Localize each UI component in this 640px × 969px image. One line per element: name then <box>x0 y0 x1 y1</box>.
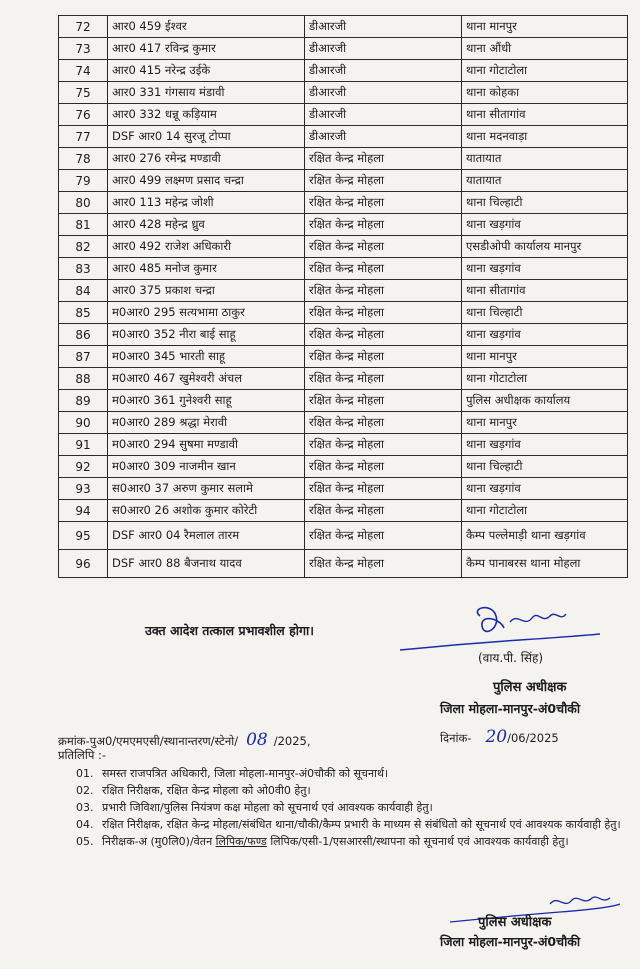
copy-item <box>76 816 636 833</box>
serial-number-cell: 93 <box>59 478 108 500</box>
serial-number-cell: 75 <box>59 82 108 104</box>
table-row <box>59 236 628 258</box>
copy-item-text: रक्षित निरीक्षक, रक्षित केन्द्र मोहला/संबंधित थाना/चौकी/कैम्प प्रभारी के माध्यम से संबंधितो को सूचनार्थ एवं आवश्यक कार्यवाही हेतु। <box>102 818 621 831</box>
table-row <box>59 258 628 280</box>
to-unit-cell: थाना मानपुर <box>462 346 628 368</box>
serial-number-cell: 79 <box>59 170 108 192</box>
name-cell: आर0 415 नरेन्द्र उईके <box>108 60 305 82</box>
signatory2-district: जिला मोहला-मानपुर-अं0चौकी <box>440 934 581 949</box>
copy-item-number: 01. <box>76 767 94 780</box>
transfer-table-container <box>58 15 628 578</box>
serial-number-cell: 95 <box>59 522 108 550</box>
serial-number-cell: 73 <box>59 38 108 60</box>
reference-prefix: क्रमांक-पुअ0/एमएमएसी/स्थानान्तरण/स्टेनो/ <box>58 734 239 748</box>
from-unit-cell: डीआरजी <box>305 104 462 126</box>
name-cell: आर0 113 महेन्द्र जोशी <box>108 192 305 214</box>
from-unit-cell: डीआरजी <box>305 16 462 38</box>
from-unit-cell: डीआरजी <box>305 126 462 148</box>
table-row <box>59 82 628 104</box>
to-unit-cell: थाना मानपुर <box>462 16 628 38</box>
serial-number-cell: 78 <box>59 148 108 170</box>
to-unit-cell: थाना खड़गांव <box>462 258 628 280</box>
signatory-name: (वाय.पी. सिंह) <box>478 651 544 665</box>
serial-number-cell: 96 <box>59 550 108 578</box>
copy-item-text-pre: निरीक्षक-अ (मु0लि0)/वेतन <box>102 835 216 848</box>
from-unit-cell: रक्षित केन्द्र मोहला <box>305 214 462 236</box>
to-unit-cell: थाना औंधी <box>462 38 628 60</box>
name-cell: आर0 332 धन्नू कड़ियाम <box>108 104 305 126</box>
copy-item-number: 02. <box>76 784 94 797</box>
table-row <box>59 324 628 346</box>
table-row <box>59 456 628 478</box>
name-cell: म0आर0 345 भारती साहू <box>108 346 305 368</box>
name-cell: DSF आर0 88 बैजनाथ यादव <box>108 550 305 578</box>
from-unit-cell: रक्षित केन्द्र मोहला <box>305 236 462 258</box>
table-row <box>59 126 628 148</box>
name-cell: स0आर0 26 अशोक कुमार कोरेटी <box>108 500 305 522</box>
from-unit-cell: रक्षित केन्द्र मोहला <box>305 324 462 346</box>
table-row <box>59 16 628 38</box>
from-unit-cell: रक्षित केन्द्र मोहला <box>305 192 462 214</box>
copy-item <box>76 765 636 782</box>
from-unit-cell: रक्षित केन्द्र मोहला <box>305 368 462 390</box>
serial-number-cell: 82 <box>59 236 108 258</box>
transfer-table-body <box>59 16 628 578</box>
table-row <box>59 522 628 550</box>
copy-item-text: रक्षित निरीक्षक, रक्षित केन्द्र मोहला को ओ0वी0 हेतु। <box>102 784 311 797</box>
to-unit-cell: थाना खड़गांव <box>462 324 628 346</box>
table-row <box>59 390 628 412</box>
serial-number-cell: 83 <box>59 258 108 280</box>
to-unit-cell: एसडीओपी कार्यालय मानपुर <box>462 236 628 258</box>
name-cell: आर0 459 ईश्वर <box>108 16 305 38</box>
name-cell: DSF आर0 04 रैमलाल तारम <box>108 522 305 550</box>
serial-number-cell: 91 <box>59 434 108 456</box>
copy-label: प्रतिलिपि :- <box>58 748 107 762</box>
name-cell: म0आर0 289 श्रद्धा मेरावी <box>108 412 305 434</box>
name-cell: म0आर0 295 सत्यभामा ठाकुर <box>108 302 305 324</box>
name-cell: आर0 428 महेन्द्र ध्रुव <box>108 214 305 236</box>
transfer-table <box>58 15 628 578</box>
from-unit-cell: रक्षित केन्द्र मोहला <box>305 346 462 368</box>
copy-item <box>76 799 636 816</box>
serial-number-cell: 89 <box>59 390 108 412</box>
to-unit-cell: कैम्प पल्लेमाड़ी थाना खड़गांव <box>462 522 628 550</box>
name-cell: म0आर0 309 नाजमीन खान <box>108 456 305 478</box>
table-row <box>59 302 628 324</box>
table-row <box>59 60 628 82</box>
from-unit-cell: रक्षित केन्द्र मोहला <box>305 280 462 302</box>
date-rest: /06/2025 <box>507 731 559 745</box>
reference-line <box>58 730 311 750</box>
copy-item-text: समस्त राजपत्रित अधिकारी, जिला मोहला-मानपुर-अं0चौकी को सूचनार्थ। <box>102 767 389 780</box>
name-cell: आर0 331 गंगसाय मंडावी <box>108 82 305 104</box>
table-row <box>59 38 628 60</box>
from-unit-cell: रक्षित केन्द्र मोहला <box>305 478 462 500</box>
to-unit-cell: पुलिस अधीक्षक कार्यालय <box>462 390 628 412</box>
copy-item <box>76 782 636 799</box>
from-unit-cell: रक्षित केन्द्र मोहला <box>305 500 462 522</box>
name-cell: आर0 492 राजेश अधिकारी <box>108 236 305 258</box>
from-unit-cell: डीआरजी <box>305 60 462 82</box>
date-line <box>440 727 559 747</box>
to-unit-cell: थाना खड़गांव <box>462 434 628 456</box>
name-cell: म0आर0 352 नीरा बाई साहू <box>108 324 305 346</box>
name-cell: आर0 417 रविन्द्र कुमार <box>108 38 305 60</box>
table-row <box>59 214 628 236</box>
table-row <box>59 192 628 214</box>
name-cell: स0आर0 37 अरुण कुमार सलामे <box>108 478 305 500</box>
table-row <box>59 170 628 192</box>
to-unit-cell: थाना खड़गांव <box>462 214 628 236</box>
to-unit-cell: थाना सीतागांव <box>462 104 628 126</box>
from-unit-cell: रक्षित केन्द्र मोहला <box>305 258 462 280</box>
signatory2-designation: पुलिस अधीक्षक <box>478 915 552 930</box>
to-unit-cell: थाना गोटाटोला <box>462 368 628 390</box>
table-row <box>59 500 628 522</box>
to-unit-cell: कैम्प पानाबरस थाना मोहला <box>462 550 628 578</box>
to-unit-cell: यातायात <box>462 148 628 170</box>
table-row <box>59 434 628 456</box>
copy-item-number: 04. <box>76 818 94 831</box>
signatory-district: जिला मोहला-मानपुर-अं0चौकी <box>440 701 581 716</box>
name-cell: म0आर0 467 खुमेश्वरी अंचल <box>108 368 305 390</box>
copy-item <box>76 833 636 850</box>
from-unit-cell: डीआरजी <box>305 38 462 60</box>
signatory-designation: पुलिस अधीक्षक <box>493 680 567 695</box>
serial-number-cell: 87 <box>59 346 108 368</box>
order-effective-note: उक्त आदेश तत्काल प्रभावशील होगा। <box>145 623 314 638</box>
name-cell: आर0 499 लक्ष्मण प्रसाद चन्द्रा <box>108 170 305 192</box>
serial-number-cell: 74 <box>59 60 108 82</box>
serial-number-cell: 94 <box>59 500 108 522</box>
to-unit-cell: थाना कोहका <box>462 82 628 104</box>
copy-item-text <box>102 833 636 850</box>
from-unit-cell: रक्षित केन्द्र मोहला <box>305 456 462 478</box>
table-row <box>59 368 628 390</box>
table-row <box>59 104 628 126</box>
to-unit-cell: थाना खड़गांव <box>462 478 628 500</box>
from-unit-cell: रक्षित केन्द्र मोहला <box>305 170 462 192</box>
from-unit-cell: रक्षित केन्द्र मोहला <box>305 390 462 412</box>
name-cell: आर0 375 प्रकाश चन्द्रा <box>108 280 305 302</box>
copy-list <box>76 765 636 850</box>
from-unit-cell: रक्षित केन्द्र मोहला <box>305 434 462 456</box>
to-unit-cell: थाना सीतागांव <box>462 280 628 302</box>
table-row <box>59 346 628 368</box>
serial-number-cell: 85 <box>59 302 108 324</box>
name-cell: DSF आर0 14 सुरजू टोप्पा <box>108 126 305 148</box>
serial-number-cell: 86 <box>59 324 108 346</box>
serial-number-cell: 88 <box>59 368 108 390</box>
serial-number-cell: 80 <box>59 192 108 214</box>
copy-item-number: 03. <box>76 801 94 814</box>
serial-number-cell: 77 <box>59 126 108 148</box>
reference-year: /2025, <box>273 734 311 748</box>
reference-number: 08 <box>246 730 268 750</box>
copy-item-text: प्रभारी जिविशा/पुलिस नियंत्रण कक्ष मोहला को सूचनार्थ एवं आवश्यक कार्यवाही हेतु। <box>102 801 433 814</box>
serial-number-cell: 84 <box>59 280 108 302</box>
to-unit-cell: थाना चिल्हाटी <box>462 456 628 478</box>
date-handwritten: 20 <box>485 727 508 747</box>
to-unit-cell: यातायात <box>462 170 628 192</box>
serial-number-cell: 92 <box>59 456 108 478</box>
from-unit-cell: रक्षित केन्द्र मोहला <box>305 148 462 170</box>
name-cell: आर0 485 मनोज कुमार <box>108 258 305 280</box>
from-unit-cell: रक्षित केन्द्र मोहला <box>305 522 462 550</box>
table-row <box>59 280 628 302</box>
to-unit-cell: थाना गोटाटोला <box>462 60 628 82</box>
serial-number-cell: 76 <box>59 104 108 126</box>
from-unit-cell: रक्षित केन्द्र मोहला <box>305 412 462 434</box>
name-cell: म0आर0 294 सुषमा मण्डावी <box>108 434 305 456</box>
serial-number-cell: 81 <box>59 214 108 236</box>
to-unit-cell: थाना गोटाटोला <box>462 500 628 522</box>
from-unit-cell: रक्षित केन्द्र मोहला <box>305 550 462 578</box>
name-cell: आर0 276 रमेन्द्र मण्डावी <box>108 148 305 170</box>
to-unit-cell: थाना मानपुर <box>462 412 628 434</box>
to-unit-cell: थाना मदनवाड़ा <box>462 126 628 148</box>
copy-item-text-underlined: लिपिक/फण्ड <box>215 835 267 848</box>
date-label: दिनांक- <box>440 731 472 745</box>
serial-number-cell: 90 <box>59 412 108 434</box>
table-row <box>59 478 628 500</box>
from-unit-cell: डीआरजी <box>305 82 462 104</box>
table-row <box>59 148 628 170</box>
name-cell: म0आर0 361 गुनेश्वरी साहू <box>108 390 305 412</box>
to-unit-cell: थाना चिल्हाटी <box>462 192 628 214</box>
table-row <box>59 412 628 434</box>
copy-item-text-post: लिपिक/एसी-1/एसआरसी/स्थापना को सूचनार्थ एवं आवश्यक कार्यवाही हेतु। <box>266 835 569 848</box>
from-unit-cell: रक्षित केन्द्र मोहला <box>305 302 462 324</box>
table-row <box>59 550 628 578</box>
to-unit-cell: थाना चिल्हाटी <box>462 302 628 324</box>
copy-item-number: 05. <box>76 835 94 848</box>
serial-number-cell: 72 <box>59 16 108 38</box>
